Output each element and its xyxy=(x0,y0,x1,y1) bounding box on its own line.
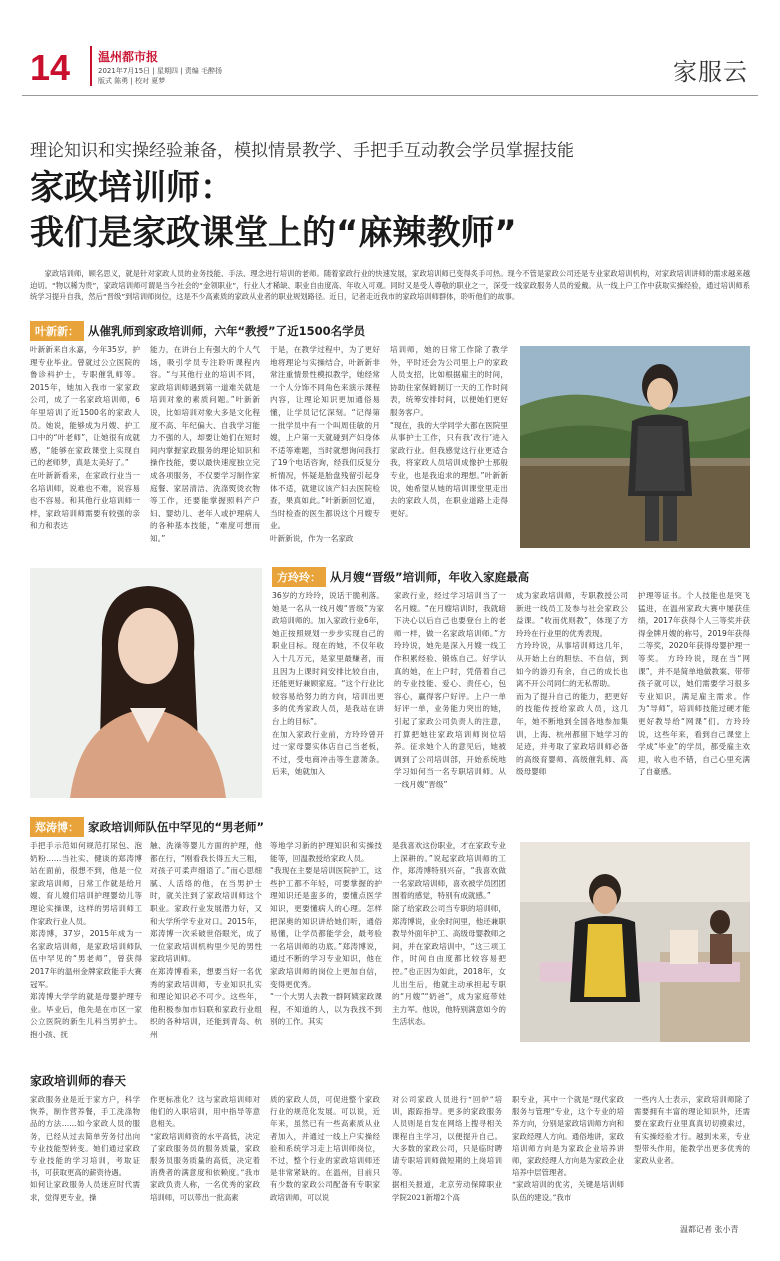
section3-col2: 触、洗澡等婴儿方面的护理，他都在行，“刚看我长得五大三粗，对孩子可柔声细语了。”而心思细腻、人活络的他，在当男护士时，就关注到了家政培训师这个职业。家政行业发展潜力好，又和大学所学专业对口。2015年，郑涛博一次采破世俗眼光，成了一位家政培训机构里少见的男性家政培训师。 在郑涛博看来，想要当好一名优秀的家政培训师，专业知识扎实和理论知识必不可少。这些年，他积极参加市妇联和家政行业组织的各种培训，还能到青岛、杭州 xyxy=(150,841,262,1039)
section4-col6: 一些内人士表示，家政培训师除了需要拥有丰富的理论知识外，还需要在家政行业里真真切切摸索过，有实操经验才行。越到未来，专业型带头作用，能教学出更多优秀的家政从业者。 xyxy=(634,1095,750,1166)
section-title: 家服云 xyxy=(673,58,748,86)
section2-col3: 成为家政培训师，专职教授公司新进一线员工及参与社会家政公益课。“收而优则教”，体现了方玲玲在行业里的优秀表现。 方玲玲说，从事培训师这几年，从开始上台的胆怯、不自信，到如今的游刃有余，自己的成长也离不开公司同仁的无私帮助。 而为了提升自己的能力，把更好的技能传授给家政人员，这几年，她不断地到全国各地参加集训，上海、杭州都留下她学习的足迹，并考取了家政培训师必备的高级育婴师、高级催乳师、高级母婴师 xyxy=(516,591,628,777)
kicker: 理论知识和实操经验兼备，模拟情景教学、手把手互动教会学员掌握技能 xyxy=(30,141,574,161)
masthead-divider xyxy=(22,95,758,96)
photo-ye-xinxin xyxy=(520,346,750,548)
masthead-rule xyxy=(90,46,92,86)
section2-col2: 家政行业，经过学习培训当了一名月嫂。“在月嫂培训时，我就暗下决心以后自己也要登台上的老师一样，做一名家政培训师。”方玲玲说，她先是深入月嫂一线工作积累经验、锻炼自己。好学认真的她，在上户时，凭借着自己的专业技能、爱心、责任心，包容心，赢得客户好评。上户一单好评一单，业务能力突出的她，引起了家政公司负责人的注意，打算把她往家政培训师岗位培养。征求她个人的意见后，她被调到了公司培训部，开始系统地学习如何当一名专职培训师。从一线月嫂“晋级” xyxy=(394,591,506,789)
byline: 温都记者 张小青 xyxy=(680,1225,739,1234)
section1-col1: 叶新新来自永嘉，今年35岁，护理专业毕业。曾就过公立医院的鲁诊科护士，专职催乳师等。2015年，她加入我市一家家政公司，成了一名家政培训师，6年里培训了近1500名的家政人员。她说，能够成为月嫂、护工口中的“叶老师”，让她很有成就感，“能够在家政课堂上实现自己的老师梦，真是太美好了。” 在叶新新看来，在家政行业当一名培训师，说难也不难，说容易也不容易。和其他行业培训师一样，家政培训师需要有较强的亲和力和表达 xyxy=(30,345,140,531)
section4-title: 家政培训师的春天 xyxy=(30,1074,127,1088)
section4-col2: 作更标准化？这与家政培训师对他们的入职培训，用中指导等意息相关。 “家政培训师资的水平高低，决定了家政服务员的服务质量，家政服务员服务质量的高低，决定着消费者的满意度和依赖度。”我市家政负责人称，一名优秀的家政培训师，可以带出一批高素 xyxy=(150,1095,260,1202)
section4-col1: 家政服务业是近于家方户，科学恢养，制作营养餐，手工洗涤物品的方法……如今家政人员的服务，已经从过去简单劳务付出向专业技能型转变。她们通过家政专业技能的学习培训，考取证书，可获取更高的薪资待遇。 如何让家政服务人员迷应时代需求，觉得更专业，操 xyxy=(30,1095,140,1202)
section1-name-tag: 叶新新： xyxy=(30,321,84,341)
section3-title: 家政培训师队伍中罕见的“男老师” xyxy=(88,820,265,834)
training-class-image xyxy=(520,842,750,1042)
section3-col3: 等地学习新的护理知识和实操技能等，回温教授给家政人员。 “我现在主要是培训医院护工，这些护工都不年轻，可要掌握的护理知识还是蛮多的，要懂点医学知识，更要懂病人的心理。怎样把深奥的知识讲给她们听，通俗易懂，让学员都能学会，最考验一名培训师的功底。”郑涛博说，通过不断的学习专业知识，他在家政培训师的岗位上更加自信，变得更优秀。 “一个大男人去教一群阿姨家政课程，不知道的人，以为我找不到别的工作。其实 xyxy=(270,841,382,1027)
section4-col5: 职专业，其中一个就是“现代家政服务与管理”专业，这个专业的培养方向，分别是家政培训师方向和家政经理人方向。通俗地讲，家政培训师方向是为家政企业培养讲师，家政经理人方向是为家政企业培养中层管理者。 “家政培训的优劣，关键是培训师队伍的建设。”我市 xyxy=(512,1095,624,1202)
portrait-image xyxy=(30,568,262,798)
section3-col4: 是我喜欢这份职业，才在家政专业上深耕的。”说起家政培训师的工作，郑涛博特别兴奋，“我喜欢做一名家政培训师，喜欢被学员团团围着的感觉，特别有成就感。” 除了给家政公司当专职的培训师，郑涛博说，业余时间里，他还兼职教导外面年护工、高级母婴教师之间，并在家政培训中，“这三项工作，时间自由度都比较容易把控。”也正因为如此，2018年，女儿出生后，他就主动承担起专职的“月嫂”“奶爸”，成为家庭带娃主力军。他说，他特别满意如今的生活状态。 xyxy=(392,841,506,1027)
paper-name: 温州都市报 xyxy=(98,50,159,64)
section2-header xyxy=(272,568,750,586)
date-line: 2021年7月15日 | 星期四 | 责编 毛醉扬 xyxy=(98,67,223,75)
photo-zheng-taobo xyxy=(520,842,750,1042)
section4-col3: 质的家政人员，可促进整个家政行业的规范化发展。可以说，近年来，虽然已有一些高素质从业者加入，并通过一线上户实操经验和系统学习走上培训师岗位，不过，整个行业的家政培训师还是非常紧缺的。在温州，目前只有少数的家政公司配备有专职家政培训师，可以说 xyxy=(270,1095,380,1202)
headline-line-1: 家政培训师： xyxy=(30,168,234,208)
section3-header xyxy=(30,818,500,836)
section1-col2: 能力，在讲台上有强大的个人气场，吸引学员专注聆听课程内容。“与其他行业的培训不同，家政培训师遇到第一道难关就是培训对象的素质问题。”叶新新说，比如培训对象大多是文化程度不高、年纪偏大、自我学习能力不强的人，却要让她们在短时间内掌握家政服务的理论知识和操作技能，要以最快速度独立完成各项服务，不仅要学习制作家庭餐、家居清洁、洗涤熨烫衣物等工作，还要能掌握照料产户妇、婴幼儿、老年人或护理病人的各种基本技能，“难度可想而知。” xyxy=(150,345,260,543)
headline-line-2: 我们是家政课堂上的“麻辣教师” xyxy=(30,213,517,253)
lead-paragraph: 家政培训师，顾名思义，就是针对家政人员的业务技能、手法、理念进行培训的老师。随着家政行业的快速发展，家政培训师已变得炙手可热。现今不管是家政公司还是专业家政培训机构，对家政培训讲师的需求越来越迫切。“物以稀为贵”，家政培训师可谓是当今社会的“金领职业”，行业人才稀缺、职业自由度高、年收入可观。同时又是受人尊敬的职业之一，深受一线家政服务人员的爱戴。从一线上户工作中获取实操经验，通过培训师系统学习提升自我，然后“晋级”到培训师岗位，这是不少高素质的家政从业者的职业规划路径。近日，记者走近我市的家政培训师群体，聆听他们的故事。 xyxy=(30,269,750,302)
masthead xyxy=(22,44,758,92)
photo-fang-lingling xyxy=(30,568,262,798)
section3-col1: 手把手示范如何规范打尿包、泡奶粉……当社实、健谈的郑涛博站在面前，很想不到，他是一位家政培训师，日常工作就是给月嫂、育儿嫂们培训护理婴幼儿等理论实操课，这样的男培训师工作家政行业人员。 郑涛博，37岁，2015年成为一名家政培训师，是家政培训师队伍中罕见的“男老师”，曾获得2017年的温州金牌家政能手大赛冠军。 郑涛博大学学的就是母婴护理专业。毕业后，他先是在市区一家公立医院的新生儿科当男护士。抱小孩、抚 xyxy=(30,841,142,1039)
terrace-portrait-image xyxy=(520,346,750,548)
edit-line: 版式 陈勇 | 校对 夏梦 xyxy=(98,77,166,85)
section1-title: 从催乳师到家政培训师，六年“教授”了近1500名学员 xyxy=(88,324,366,338)
section3-name-tag: 郑涛博： xyxy=(30,817,84,837)
section1-col4: 培训师，她的日常工作除了教学外，平时还会为公司里上户的家政人员支招，比如根据雇主的时间，协助住家保姆制订一天的工作时间表，统筹安排时间，以便她们更好服务客户。 “现在，我的大学同学大都在医院里从事护士工作，只有我‘改行’进入家政行业。但我感觉这行业更适合我，将家政人员培训成像护士那般专业，也是我追求的理想。”叶新新说，她希望从她的培训课堂里走出去的家政人员，在职业道路上走得更好。 xyxy=(390,345,508,518)
section2-name-tag: 方玲玲： xyxy=(272,567,326,587)
page-number: 14 xyxy=(30,47,71,88)
section2-col4: 护理等证书。个人技能也是突飞猛进，在温州家政大赛中屡获佳绩，2017年获得个人三等奖并获得金牌月嫂的称号，2019年获得二等奖，2020年获得母婴护理一等奖。 方玲玲说，现在当“网课”，并不是简单地做教案、带带孩子就可以，她们需要学习很多专业知识，满足雇主需求。作为“导师”，培训师技能过硬才能更好教导给“网课”们。方玲玲说，这些年来，看到自己课堂上学成“毕业”的学员，都受雇主欢迎，收入也不错，自己心里充满了自豪感。 xyxy=(638,591,750,777)
section1-col3: 于是，在教学过程中，为了更好地将理论与实操结合，叶新新非常注重情景性模拟教学，她经常一个人分饰不同角色来演示课程内容，让理论知识更加通俗易懂，让学员记忆深刻。“记得第一批学员中有一个叫周佳敏的月嫂，上户第一天就碰到产妇身体不适等难题，当时就想询问我打了19个电话咨询，经我们反复分析情况，怀疑是胎盘残留引起身体不适，就建议该产妇去医院检查，果真如此。”叶新新回忆道，当时检查的医生都说这个月嫂专业。 叶新新说，作为一名家政 xyxy=(270,345,380,543)
section2-title: 从月嫂“晋级”培训师，年收入家庭最高 xyxy=(330,570,530,584)
section2-col1: 36岁的方玲玲，说话干脆利落。她是一名从一线月嫂“晋级”为家政培训师的。加入家政行业6年，她正按照规划一步步实现自己的职业目标。现在的她，不仅年收入十几万元，是家里最赚者，而且因为上课时间安排比较自由，还能更好兼顾家庭。“这个行业比较容易给努力的方向，培训出更多的优秀家政人员，是我站在讲台上的目标”。 在加入家政行业前，方玲玲曾开过一家母婴实体店自己当老板，不过，受电商冲击等生意萧条。后来，她就加入 xyxy=(272,591,384,777)
section4-col4: 对公司家政人员进行“回炉”培训，跟踪指导。更多的家政服务人员则是自发在网络上搜寻相关课程自主学习，以便提升自己。大多数的家政公司，只是临时聘请专职培训师做短期的上岗培训等。 据相关报道，北京劳动保障职业学院2021新增2个高 xyxy=(392,1095,502,1202)
section1-header xyxy=(30,322,500,340)
